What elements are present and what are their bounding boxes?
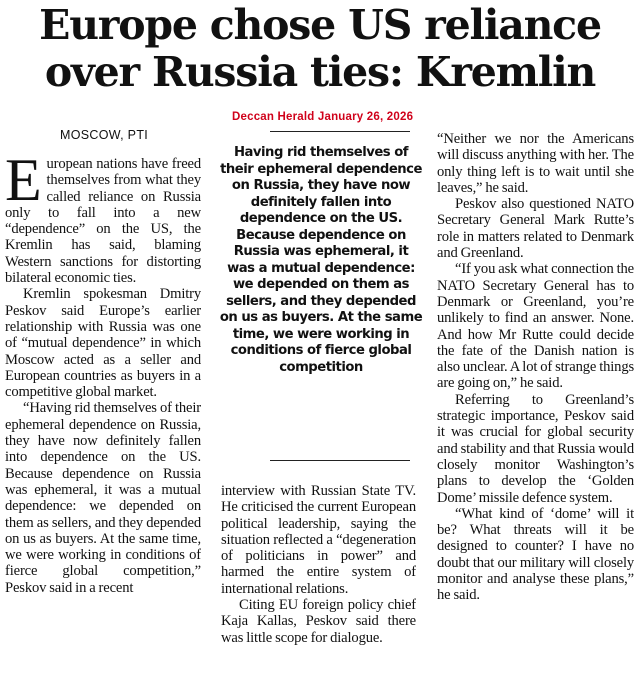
drop-cap: E bbox=[5, 156, 42, 213]
article-column-2 bbox=[221, 483, 416, 700]
pullquote-rule-top bbox=[270, 131, 410, 132]
paragraph-text: uropean nations have freed themselves from what they called reliance on Russia only to fall into a new “dependence” on the US, the Kremlin has said, blaming Western sanctions for distorting bilateral economic ties. bbox=[5, 156, 201, 287]
headline bbox=[0, 0, 640, 96]
paragraph: “If you ask what connection the NATO Secretary General has to Denmark or Greenland, you’re unlikely to find an answer. None. And how Mr Rutte could decide the fate of the Danish nation is also unclear. A lot of strange things are going on,” he said. bbox=[437, 261, 634, 392]
headline-line-2: over Russia ties: Kremlin bbox=[44, 48, 596, 96]
paragraph: Referring to Greenland’s strategic importance, Peskov said it was crucial for global security and stability and that Russia would closely monitor Washington’s plans to develop the ‘Golden Dome’ missile defence system. bbox=[437, 391, 634, 506]
paragraph: Peskov also questioned NATO Secretary General Mark Rutte’s role in matters related to Denmark and Greenland. bbox=[437, 196, 634, 262]
paragraph bbox=[5, 156, 201, 286]
dateline: MOSCOW, PTI bbox=[60, 128, 149, 142]
pullquote-rule-bottom bbox=[270, 460, 410, 461]
pull-quote: Having rid themselves of their ephemeral dependence on Russia, they have now definitely fallen into dependence on the US. Because dependence on Russia was ephemeral, it was a mutual dependence: we depended on them as sellers, and they depended on us as buyers. At the same time, we were working in conditions of fierce global competition bbox=[219, 145, 423, 375]
paragraph: “What kind of ‘dome’ will it be? What threats will it be designed to counter? I have no doubt that our military will closely monitor and analyse these plans,” he said. bbox=[437, 505, 634, 604]
paragraph: “Having rid themselves of their ephemeral dependence on Russia, they have now definitely fallen into dependence on the US. Because dependence on Russia was ephemeral, it was a mutual dependence: we depended on them as sellers, and they depended on us as buyers. At the same time, we were working in conditions of fierce global competition,” Peskov said in a recent bbox=[5, 400, 201, 596]
paragraph: “Neither we nor the Americans will discuss anything with her. The only thing left is to wait until she leaves,” he said. bbox=[437, 131, 634, 196]
paragraph: interview with Russian State TV. He criticised the current European political leadership, saying the situation reflected a “degeneration of politicians in power” and harmed the entire system of international relations. bbox=[221, 483, 416, 597]
headline-line-1: Europe chose US reliance bbox=[39, 1, 601, 49]
paragraph: Citing EU foreign policy chief Kaja Kallas, Peskov said there was little scope for dialogue. bbox=[221, 597, 416, 646]
article-column-1 bbox=[5, 156, 201, 700]
paragraph: Kremlin spokesman Dmitry Peskov said Europe’s earlier relationship with Russia was one of “mutual dependence” in which Moscow acted as a seller and European countries as buyers in a competitive global market. bbox=[5, 286, 201, 401]
article-column-3 bbox=[437, 131, 634, 700]
source-stamp: Deccan Herald January 26, 2026 bbox=[232, 111, 414, 123]
